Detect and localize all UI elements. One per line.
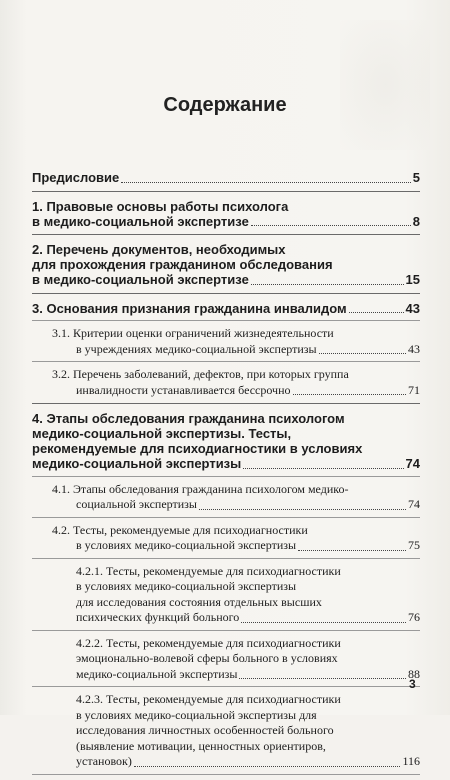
toc-entry-line: 3.1. Критерии оценки ограничений жизнедеятельности: [52, 326, 334, 340]
toc-entry-line: 1. Правовые основы работы психолога: [32, 198, 289, 214]
toc-entry-4-2-1[interactable]: [32, 564, 420, 626]
divider: [32, 476, 420, 477]
toc-entry-4-2[interactable]: [32, 523, 420, 554]
toc-entry-label: Предисловие: [32, 170, 120, 185]
leader-dots: [251, 284, 404, 285]
divider: [32, 403, 420, 404]
toc-entry-line: в условиях медико-социальной экспертизы для: [76, 707, 317, 722]
toc-entry-line: 4. Этапы обследования гражданина психологом: [32, 411, 345, 426]
toc-page-number: 43: [408, 341, 420, 356]
toc-entry-chapter-2[interactable]: [32, 242, 420, 288]
leader-dots: [241, 622, 406, 623]
toc-page-number: 75: [408, 538, 420, 552]
leader-dots: [199, 509, 406, 510]
toc-page-number: 76: [408, 610, 420, 624]
toc-entry-line: для прохождения гражданином обследования: [32, 257, 333, 272]
divider: [32, 558, 420, 559]
toc-entry-4-2-3[interactable]: [32, 692, 420, 770]
toc-entry-line: для исследования состояния отдельных высших: [76, 594, 322, 609]
toc-entry-line: рекомендуемые для психодиагностики в условиях: [32, 441, 363, 456]
toc-entry-line: медико-социальной экспертизы: [32, 456, 242, 471]
toc-entry-line: социальной экспертизы: [76, 497, 197, 511]
toc-entry-line: 4.2.2. Тесты, рекомендуемые для психодиагностики: [76, 635, 341, 650]
toc-page-number: 116: [402, 754, 420, 768]
leader-dots: [349, 312, 404, 313]
leader-dots: [121, 182, 411, 183]
divider: [32, 293, 420, 294]
toc-entry-line: психических функций больного: [76, 610, 240, 624]
leader-dots: [239, 678, 406, 679]
toc-entry-line: медико-социальной экспертизы. Тесты,: [32, 426, 292, 441]
table-of-contents: [32, 170, 420, 780]
divider: [32, 774, 420, 775]
leader-dots: [319, 353, 406, 354]
toc-entry-chapter-1[interactable]: [32, 199, 420, 230]
toc-entry-line: 4.1. Этапы обследования гражданина психологом медико-: [52, 481, 349, 496]
toc-entry-4-2-2[interactable]: [32, 636, 420, 683]
toc-entry-line: 4.2.3. Тесты, рекомендуемые для психодиагностики: [76, 692, 341, 706]
toc-page-number: 8: [412, 213, 420, 229]
leader-dots: [134, 766, 401, 767]
leader-dots: [298, 550, 406, 551]
divider: [32, 320, 420, 321]
toc-page-number: 74: [408, 497, 420, 511]
toc-entry-line: в медико-социальной экспертизе: [32, 272, 249, 287]
toc-entry-line: 3.2. Перечень заболеваний, дефектов, при которых группа: [52, 367, 349, 381]
toc-entry-3-2[interactable]: [32, 367, 420, 398]
toc-entry-line: в условиях медико-социальной экспертизы: [76, 579, 297, 593]
toc-entry-label: 3. Основания признания гражданина инвалидом: [32, 300, 347, 316]
toc-entry-line: медико-социальной экспертизы: [76, 666, 238, 681]
toc-entry-line: (выявление мотивации, ценностных ориентиров,: [76, 738, 326, 753]
divider: [32, 630, 420, 631]
toc-entry-line: исследования личностных особенностей больного: [76, 723, 334, 737]
leader-dots: [293, 394, 407, 395]
divider: [32, 234, 420, 235]
toc-entry-line: эмоционально-волевой сферы больного в условиях: [76, 651, 338, 665]
page-title: Содержание: [163, 94, 287, 116]
toc-page-number: 5: [412, 170, 420, 185]
toc-page-number: 71: [408, 382, 420, 397]
leader-dots: [251, 225, 411, 226]
toc-page-number: 74: [405, 456, 420, 471]
toc-entry-preface[interactable]: [32, 170, 420, 186]
toc-entry-line: 4.2. Тесты, рекомендуемые для психодиагностики: [52, 522, 308, 537]
toc-page-number: 43: [405, 300, 420, 316]
divider: [32, 686, 420, 687]
divider: [32, 361, 420, 362]
leader-dots: [243, 468, 403, 469]
toc-entry-line: 2. Перечень документов, необходимых: [32, 242, 286, 257]
toc-entry-line: в медико-социальной экспертизе: [32, 213, 249, 229]
divider: [32, 191, 420, 192]
toc-entry-line: 4.2.1. Тесты, рекомендуемые для психодиагностики: [76, 563, 341, 578]
toc-entry-line: в условиях медико-социальной экспертизы: [76, 538, 297, 552]
toc-entry-4-1[interactable]: [32, 482, 420, 513]
toc-entry-line: в учреждениях медико-социальной экспертизы: [76, 341, 317, 356]
toc-page-number: 88: [408, 666, 420, 681]
page-stain: [340, 20, 430, 150]
toc-entry-3-1[interactable]: [32, 326, 420, 357]
divider: [32, 517, 420, 518]
toc-entry-chapter-3[interactable]: [32, 301, 420, 317]
toc-entry-chapter-4[interactable]: [32, 411, 420, 472]
page-number: 3: [409, 677, 416, 691]
toc-entry-line: инвалидности устанавливается бессрочно: [76, 382, 291, 397]
toc-page-number: 15: [405, 272, 420, 287]
toc-entry-line: установок): [76, 754, 132, 768]
